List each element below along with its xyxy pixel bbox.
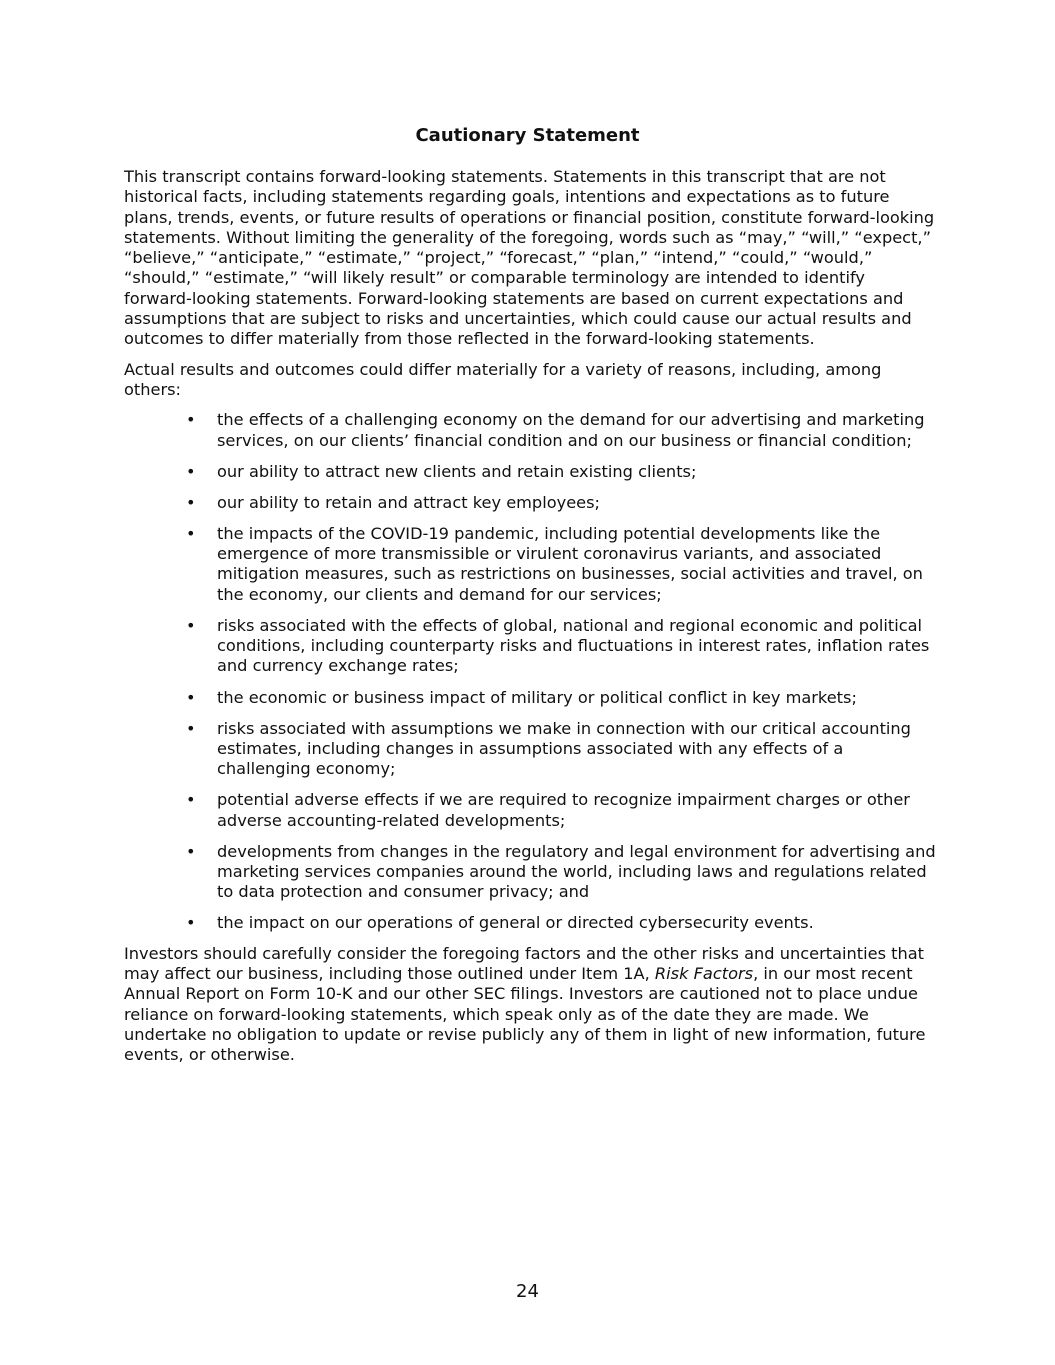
list-item-text: the impact on our operations of general or directed cybersecurity events. [217, 913, 814, 933]
list-item [124, 790, 936, 831]
investors-text-start: Investors should carefully consider the foregoing factors and the other risks and uncertainties that may affect our business, including those outlined under Item 1A, [124, 943, 925, 983]
list-item-text: our ability to attract new clients and retain existing clients; [217, 461, 697, 481]
document-body [124, 167, 936, 1075]
bullet-icon: • [186, 615, 196, 635]
bullet-icon: • [186, 841, 196, 861]
list-item [124, 688, 936, 708]
list-item-text: potential adverse effects if we are required to recognize impairment charges or other adverse accounting-related developments; [217, 790, 910, 830]
list-item [124, 719, 936, 780]
bullet-icon: • [186, 687, 196, 707]
page-number: 24 [516, 1281, 539, 1302]
list-item-text: risks associated with the effects of global, national and regional economic and political conditions, including counterparty risks and fluctuations in interest rates, inflation rates and currency exchange rates; [217, 615, 930, 676]
list-item-text: the impacts of the COVID-19 pandemic, including potential developments like the emergence of more transmissible or virulent coronavirus variants, and associated mitigation measures, such as restrictions on businesses, social activities and travel, on the economy, our clients and demand for our services; [217, 523, 923, 604]
list-item-text: the economic or business impact of military or political conflict in key markets; [217, 687, 857, 707]
list-item [124, 616, 936, 677]
list-item [124, 493, 936, 513]
bullet-icon: • [186, 790, 196, 810]
list-item-text: the effects of a challenging economy on the demand for our advertising and marketing services, on our clients’ financial condition and on our business or financial condition; [217, 410, 925, 450]
investors-text-end: , in our most recent Annual Report on Form 10-K and our other SEC filings. Investors are cautioned not to place undue reliance on forward-looking statements, which speak only as of the date they are made. We undertake no obligation to update or revise publicly any of them in light of new information, future events, or otherwise. [124, 963, 926, 1065]
risk-factors-reference: Risk Factors [654, 963, 754, 983]
list-item [124, 410, 936, 451]
list-item-text: developments from changes in the regulatory and legal environment for advertising and marketing services companies around the world, including laws and regulations related to data protection and consumer privacy; and [217, 841, 936, 902]
list-item-text: our ability to retain and attract key employees; [217, 492, 600, 512]
page-title: Cautionary Statement [415, 125, 640, 146]
list-item [124, 524, 936, 605]
bullet-icon: • [186, 913, 196, 933]
list-item [124, 842, 936, 903]
list-item [124, 913, 936, 933]
investors-paragraph [124, 944, 936, 1066]
risk-factor-list [124, 410, 936, 933]
bullet-icon: • [186, 410, 196, 430]
list-item [124, 462, 936, 482]
bullet-icon: • [186, 718, 196, 738]
bullet-icon: • [186, 523, 196, 543]
bullet-icon: • [186, 492, 196, 512]
bullet-icon: • [186, 461, 196, 481]
intro-paragraph: This transcript contains forward-looking statements. Statements in this transcript that are not historical facts, including statements regarding goals, intentions and expectations as to future plans, trends, events, or future results of operations or financial position, constitute forward-looking statements. Without limiting the generality of the foregoing, words such as “may,” “will,” “expect,” “believe,” “anticipate,” “estimate,” “project,” “forecast,” “plan,” “intend,” “could,” “would,” “should,” “estimate,” “will likely result” or comparable terminology are intended to identify forward-looking statements. Forward-looking statements are based on current expectations and assumptions that are subject to risks and uncertainties, which could cause our actual results and outcomes to differ materially from those reflected in the forward-looking statements. [124, 167, 935, 349]
reasons-paragraph: Actual results and outcomes could differ materially for a variety of reasons, including, among others: [124, 359, 882, 399]
list-item-text: risks associated with assumptions we make in connection with our critical accounting estimates, including changes in assumptions associated with any effects of a challenging economy; [217, 718, 911, 779]
